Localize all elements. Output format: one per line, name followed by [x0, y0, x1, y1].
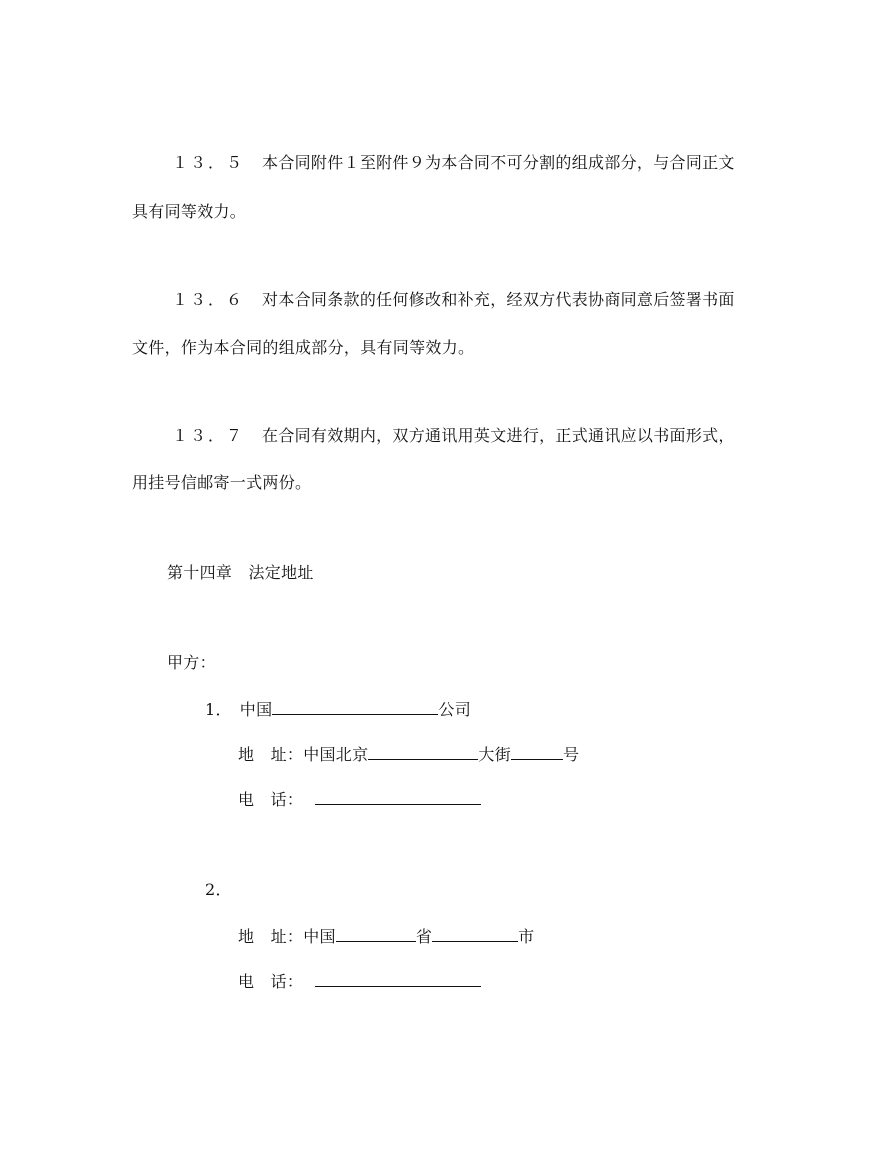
party-a-item1-company — [205, 698, 471, 720]
street-name-blank — [368, 743, 478, 760]
clause-13-5-line1 — [172, 153, 735, 173]
clause-13-5-line2 — [132, 202, 246, 222]
item-number: 1． — [205, 700, 232, 719]
party-a-label: 甲方： — [167, 653, 216, 672]
clause-13-7-line1 — [172, 426, 735, 446]
phone-label: 电 话： — [238, 790, 304, 809]
party-a-item2-phone — [238, 970, 481, 992]
clause-text: 在合同有效期内，双方通讯用英文进行，正式通讯应以书面形式， — [262, 426, 735, 445]
street-number-blank — [511, 743, 563, 760]
address-prefix: 中国 — [303, 927, 336, 946]
phone-blank — [315, 788, 481, 805]
clause-text-continued: 文件，作为本合同的组成部分，具有同等效力。 — [132, 338, 475, 357]
clause-text: 对本合同条款的任何修改和补充，经双方代表协商同意后签署书面 — [262, 290, 735, 309]
party-a-item2-address — [238, 925, 534, 947]
clause-13-7-line2 — [132, 473, 311, 493]
city-blank — [432, 925, 518, 942]
party-a-item1-phone — [238, 788, 481, 810]
clause-number: １３．５ — [172, 153, 245, 172]
clause-number: １３．７ — [172, 426, 245, 445]
clause-text-continued: 具有同等效力。 — [132, 202, 247, 221]
city-label: 市 — [518, 927, 535, 946]
street-label: 大街 — [478, 745, 512, 764]
company-name-blank — [272, 698, 438, 715]
address-prefix: 中国北京 — [303, 745, 369, 764]
clause-text: 本合同附件１至附件９为本合同不可分割的组成部分，与合同正文 — [262, 153, 735, 172]
company-prefix: 中国 — [239, 700, 273, 719]
chapter-title: 第十四章 法定地址 — [167, 563, 314, 582]
province-label: 省 — [415, 927, 433, 946]
clause-number: １３．６ — [172, 290, 245, 309]
number-label: 号 — [563, 745, 580, 764]
company-suffix: 公司 — [438, 700, 471, 719]
address-label: 地 址： — [238, 745, 304, 764]
phone-label: 电 话： — [238, 972, 304, 991]
clause-13-6-line1 — [172, 290, 735, 310]
province-blank — [336, 925, 416, 942]
phone-blank — [315, 970, 481, 987]
address-label: 地 址： — [238, 927, 304, 946]
party-a-item2-number: 2． — [205, 880, 232, 899]
party-a-item1-address — [238, 743, 579, 765]
clause-text-continued: 用挂号信邮寄一式两份。 — [132, 473, 312, 492]
clause-13-6-line2 — [132, 338, 474, 358]
